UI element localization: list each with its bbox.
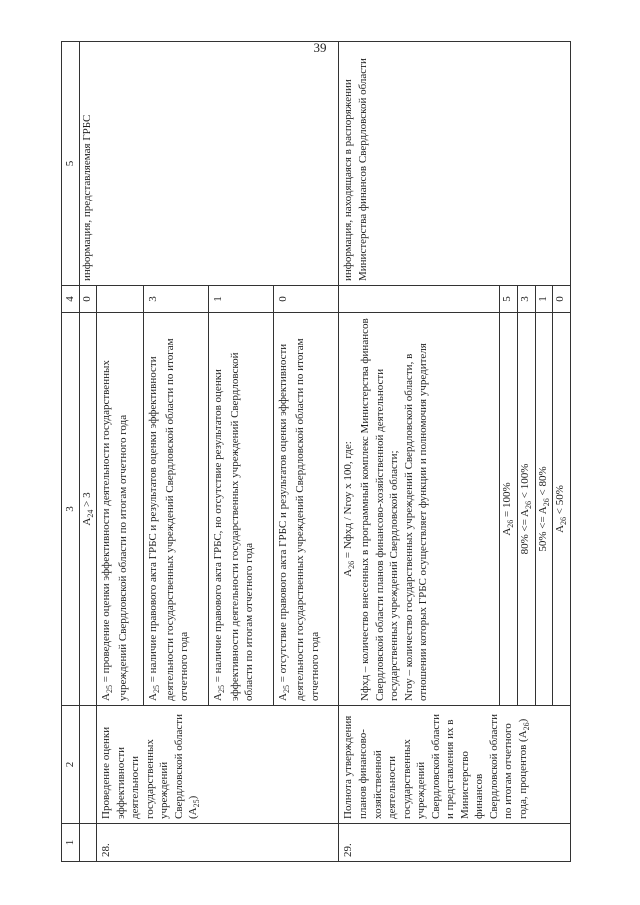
row29-source: информация, находящаяся в распоряжении Министерства финансов Свердловской области [339,42,571,286]
row29-formula: $A_{26}$ = Nфхд / Nгоу x 100, где: [342,441,357,577]
row28-source: информация, представляемая ГРБС [79,42,339,286]
row28-number: 28. [97,824,339,862]
rotated-table-sheet [61,42,571,862]
row28-option-text: $A_{25}$ = проведение оценки эффективности деятельности государственных учреждений Свердловской области по итогам отчетного года [97,313,144,706]
row28-indicator-name: Проведение оценки эффективности деятельности государственных учреждений Свердловской области $(A_{25})$ [97,706,339,824]
header-col-5: 5 [62,42,80,286]
row29-range-text: $A_{26} = 100\%$ [500,313,518,706]
row29-formula-text [339,313,500,706]
row29-definition-1: Nфхд – количество внесенных в программный комплекс Министерства финансов Свердловской области планов финансово-хозяйственной деятельности государственных учреждений Свердловской области; [359,318,401,701]
row28-option-text: $A_{25}$ = наличие правового акта ГРБС и результатов оценки эффективности деятельности государственных учреждений Свердловской области по итогам отчетного года [143,313,208,706]
header-row [62,42,80,862]
row29-range-text: $A_{26} < 50\%$ [553,313,571,706]
row29-indicator-name: Полнота утверждения планов финансово-хозяйственной деятельности государственных учреждений Свердловской области и представления их в Министерство финансов Свердловской области по итогам отчетного года, процентов $(A_{26})$ [339,706,571,824]
header-col-4: 4 [62,286,80,313]
row29-range-points: 5 [500,286,518,313]
row29-range-text: $80\% <= A_{26} < 100\%$ [517,313,535,706]
row29-range-points: 3 [517,286,535,313]
row28-option-text: $A_{25}$ = отсутствие правового акта ГРБС и результатов оценки эффективности деятельности государственных учреждений Свердловской области по итогам отчетного года [274,313,339,706]
criteria-note: $A_{24} > 3$ [79,313,97,706]
header-col-1: 1 [62,824,80,862]
row29-number: 29. [339,824,571,862]
row29-formula [339,42,500,862]
row28-option-points: 0 [274,286,339,313]
row28-option-points [97,286,144,313]
continuation-row [79,42,97,862]
criteria-note-points: 0 [79,286,97,313]
page-number: 39 [313,40,327,55]
row29-range-points: 0 [553,286,571,313]
row28-option-points: 1 [209,286,274,313]
criteria-table [61,41,571,862]
row29-range-text: $50\% <= A_{26} < 80\%$ [535,313,553,706]
row28-option-points: 3 [143,286,208,313]
row29-definition-2: Nгоу – количество государственных учреждений Свердловской области, в отношении которых ГРБС осуществляет функции и полномочия учредителя [402,343,430,701]
row28-option-text: $A_{25}$ = наличие правового акта ГРБС, но отсутствие результатов оценки эффективности деятельности государственных учреждений Свердловской области по итогам отчетного года [209,313,274,706]
header-col-2: 2 [62,706,80,824]
row29-range-points: 1 [535,286,553,313]
header-col-3: 3 [62,313,80,706]
